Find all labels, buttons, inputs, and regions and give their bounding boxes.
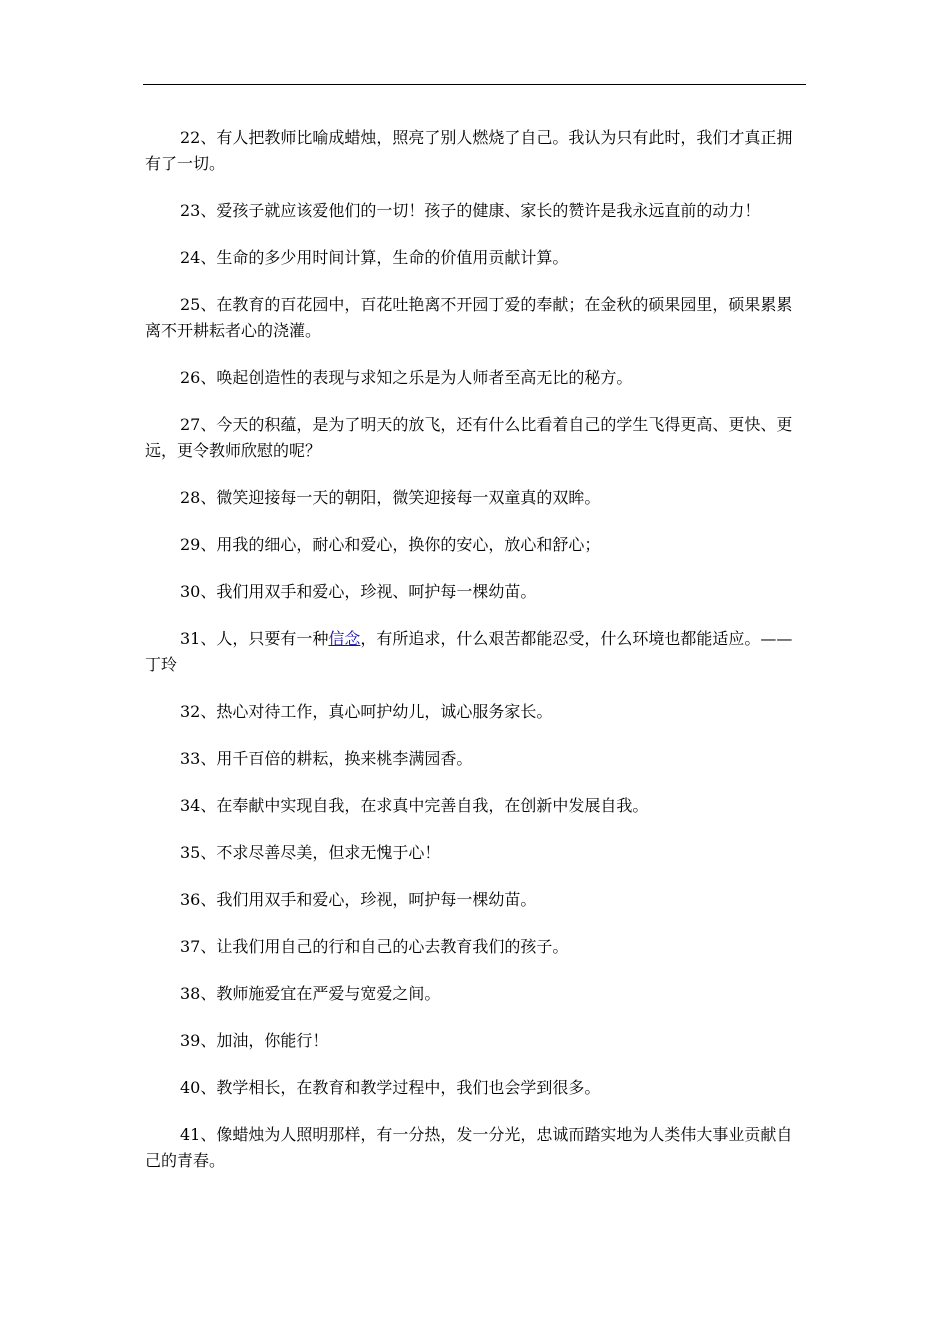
quote-paragraph-22: 22、有人把教师比喻成蜡烛，照亮了别人燃烧了自己。我认为只有此时，我们才真正拥有了一切。 bbox=[145, 128, 793, 173]
quote-paragraph-33: 33、用千百倍的耕耘，换来桃李满园香。 bbox=[180, 749, 473, 768]
quote-paragraph-25: 25、在教育的百花园中，百花吐艳离不开园丁爱的奉献；在金秋的硕果园里，硕果累累离不开耕耘者心的浇灌。 bbox=[145, 295, 793, 340]
quote-31-text-before: 31、人，只要有一种 bbox=[180, 629, 329, 648]
quote-paragraph-27: 27、今天的积蕴，是为了明天的放飞，还有什么比看着自己的学生飞得更高、更快、更远，更令教师欣慰的呢？ bbox=[145, 415, 793, 460]
header-rule bbox=[143, 84, 806, 85]
quote-paragraph-30: 30、我们用双手和爱心，珍视、呵护每一棵幼苗。 bbox=[180, 582, 537, 601]
quote-paragraph-41: 41、像蜡烛为人照明那样，有一分热，发一分光，忠诚而踏实地为人类伟大事业贡献自己的青春。 bbox=[145, 1125, 793, 1170]
belief-link[interactable]: 信念 bbox=[328, 629, 361, 648]
quote-paragraph-31 bbox=[145, 626, 807, 678]
document-body bbox=[145, 125, 807, 1195]
quote-paragraph-29: 29、用我的细心，耐心和爱心，换你的安心，放心和舒心； bbox=[180, 535, 601, 554]
quote-paragraph-32: 32、热心对待工作，真心呵护幼儿，诚心服务家长。 bbox=[180, 702, 553, 721]
quote-paragraph-28: 28、微笑迎接每一天的朝阳，微笑迎接每一双童真的双眸。 bbox=[180, 488, 601, 507]
quote-paragraph-36: 36、我们用双手和爱心，珍视，呵护每一棵幼苗。 bbox=[180, 890, 537, 909]
quote-31-text-after: ，有所追求，什么艰苦都能忍受，什么环境也都能适应。——丁玲 bbox=[145, 629, 793, 674]
quote-paragraph-39: 39、加油，你能行！ bbox=[180, 1031, 329, 1050]
quote-paragraph-26: 26、唤起创造性的表现与求知之乐是为人师者至高无比的秘方。 bbox=[180, 368, 633, 387]
quote-paragraph-23: 23、爱孩子就应该爱他们的一切！孩子的健康、家长的赞许是我永远直前的动力！ bbox=[180, 201, 761, 220]
quote-paragraph-24: 24、生命的多少用时间计算，生命的价值用贡献计算。 bbox=[180, 248, 569, 267]
quote-paragraph-37: 37、让我们用自己的行和自己的心去教育我们的孩子。 bbox=[180, 937, 569, 956]
quote-paragraph-38: 38、教师施爱宜在严爱与宽爱之间。 bbox=[180, 984, 441, 1003]
quote-paragraph-35: 35、不求尽善尽美，但求无愧于心！ bbox=[180, 843, 441, 862]
quote-paragraph-34: 34、在奉献中实现自我，在求真中完善自我，在创新中发展自我。 bbox=[180, 796, 649, 815]
quote-paragraph-40: 40、教学相长，在教育和教学过程中，我们也会学到很多。 bbox=[180, 1078, 601, 1097]
